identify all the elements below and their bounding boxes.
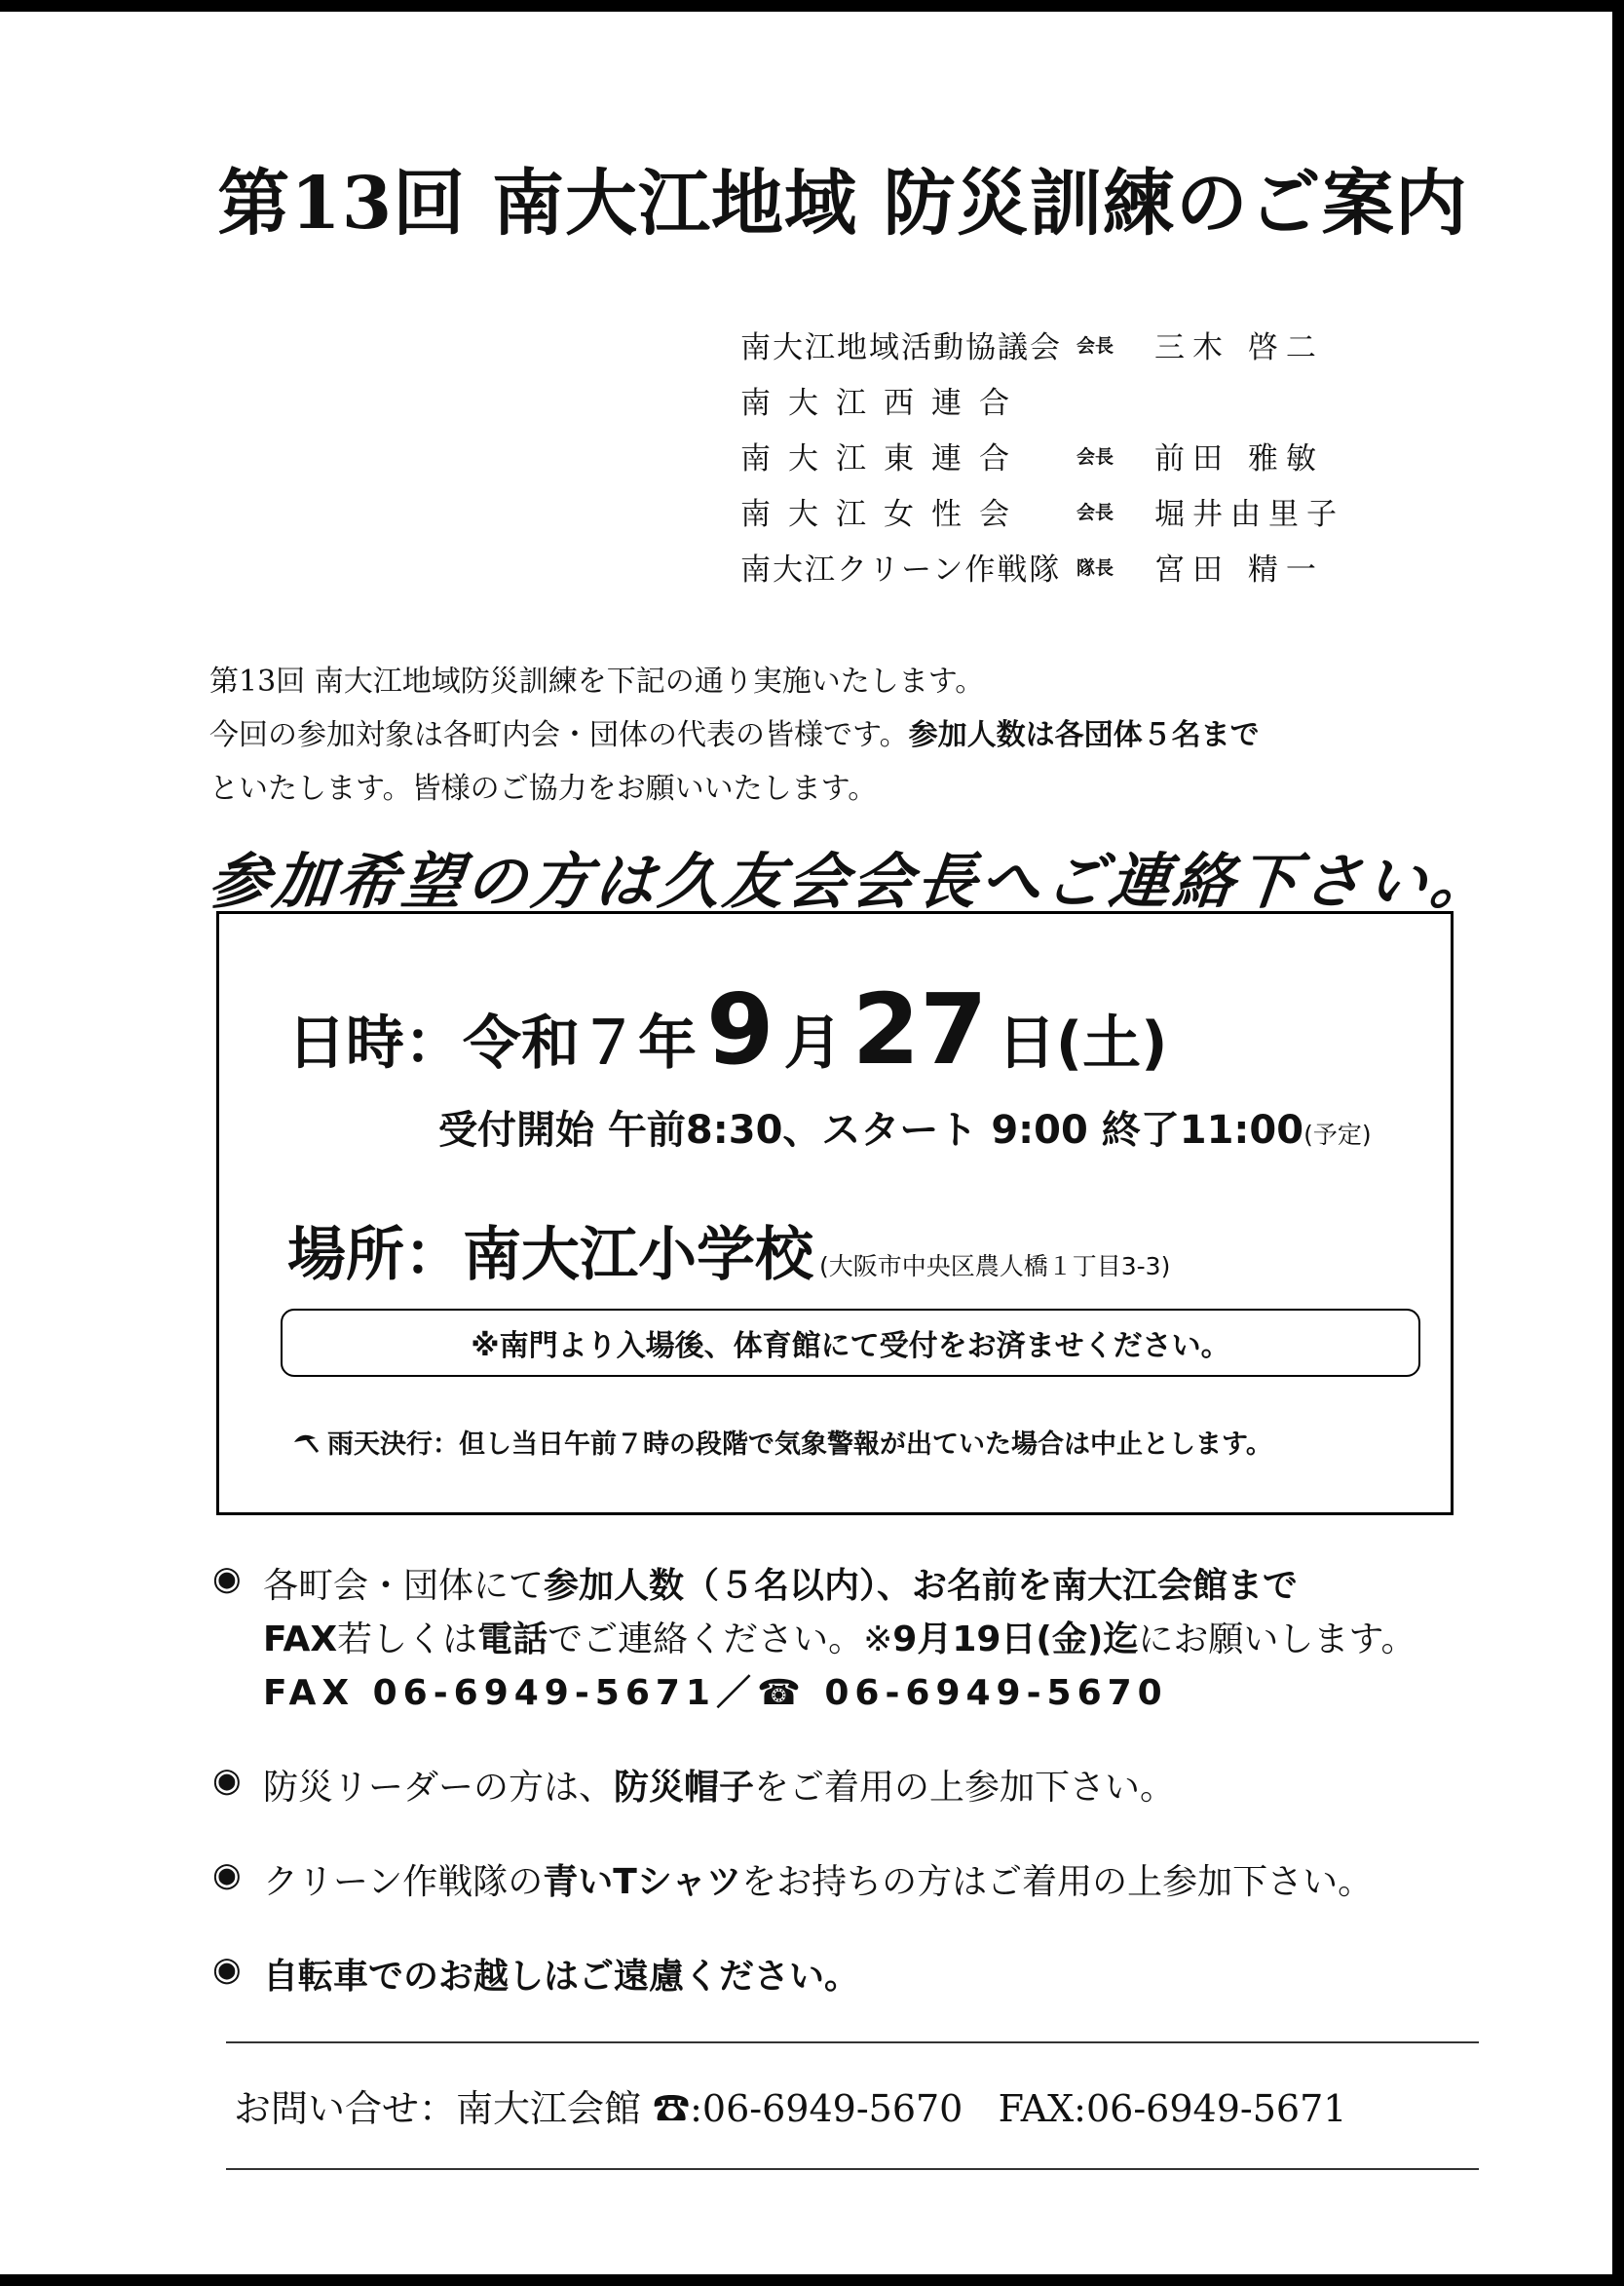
organizer-row [740, 428, 1344, 483]
bullet-text: 各町会・団体にて [263, 1566, 545, 1606]
page-title: 第13回 南大江地域 防災訓練のご案内 [217, 162, 1468, 246]
event-date [287, 972, 1168, 1086]
organizer-person: 堀井由里子 [1154, 497, 1344, 532]
event-details-box [216, 911, 1454, 1515]
bullet-list [212, 1559, 1518, 2044]
intro-text [209, 655, 1476, 816]
contact-footer [234, 2078, 1346, 2132]
bullet-emphasis: 青いTシャツ [543, 1862, 742, 1902]
intro-line: といたします。皆様のご協力をお願いいたします。 [209, 772, 878, 806]
date-day: 27 [851, 972, 988, 1086]
place-address: (大阪市中央区農人橋１丁目3-3) [819, 1252, 1171, 1280]
footer-label: お問い合せ：南大江会館 [234, 2087, 642, 2130]
footer-fax: FAX:06-6949-5671 [998, 2087, 1347, 2130]
footer-tel: ☎:06-6949-5670 [653, 2087, 963, 2130]
bullet-text: でご連絡ください。※ [548, 1619, 893, 1659]
organizer-row [740, 372, 1344, 428]
organizer-list [740, 317, 1344, 594]
organizer-name: 南大江西連合 [740, 386, 1027, 421]
place-label: 場所：南大江小学校 [287, 1221, 813, 1289]
umbrella-icon [292, 1430, 321, 1454]
organizer-row [740, 317, 1344, 372]
contact-numbers: FAX 06-6949-5671／☎ 06-6949-5670 [263, 1673, 1168, 1713]
bullet-emphasis: FAX [263, 1619, 338, 1659]
date-month-unit: 月 [783, 1010, 843, 1078]
time-note: (予定) [1303, 1121, 1372, 1149]
bullet-emphasis: 参加人数（５名以内）、お名前を南大江会館まで [544, 1566, 1299, 1606]
divider [226, 2041, 1479, 2043]
organizer-person: 三木 啓二 [1154, 330, 1324, 365]
organizer-role: 会長 [1076, 335, 1114, 357]
time-main: 受付開始 午前8:30、スタート 9:00 終了11:00 [438, 1108, 1304, 1153]
organizer-row [740, 483, 1344, 539]
bullet-text: をお持ちの方はご着用の上参加下さい。 [741, 1862, 1374, 1902]
bullet-icon: ◉ [212, 1855, 242, 1894]
organizer-person: 宮田 精一 [1154, 552, 1324, 588]
bullet-text: クリーン作戦隊の [263, 1862, 544, 1902]
date-month: 9 [706, 972, 774, 1086]
bullet-icon: ◉ [212, 1950, 242, 1989]
organizer-name: 南大江クリーン作戦隊 [740, 552, 1062, 588]
bullet-icon: ◉ [212, 1761, 242, 1800]
intro-line [209, 708, 1476, 762]
handwritten-note: 参加希望の方は久友会会長へご連絡下さい。 [205, 846, 1499, 917]
organizer-name: 南大江東連合 [740, 441, 1027, 476]
bullet-emphasis: 電話 [477, 1619, 548, 1659]
date-label: 日時：令和７年 [287, 1010, 697, 1078]
bullet-text: 若しくは [337, 1619, 478, 1659]
organizer-role: 会長 [1076, 446, 1114, 468]
intro-line: 第13回 南大江地域防災訓練を下記の通り実施いたします。 [209, 665, 985, 699]
bullet-text: をご着用の上参加下さい。 [754, 1768, 1176, 1808]
intro-text-part: 今回の参加対象は各町内会・団体の代表の皆様です。 [209, 718, 909, 752]
organizer-name: 南大江地域活動協議会 [740, 330, 1062, 365]
bullet-text: 防災リーダーの方は、 [263, 1768, 615, 1808]
list-item [212, 1559, 1518, 1720]
organizer-row [740, 539, 1344, 594]
organizer-person: 前田 雅敏 [1154, 441, 1324, 476]
list-item [212, 1761, 1518, 1814]
entrance-notice: ※南門より入場後、体育館にて受付をお済ませください。 [281, 1309, 1420, 1377]
intro-emphasis: 参加人数は各団体５名まで [908, 718, 1260, 752]
organizer-role: 会長 [1076, 502, 1114, 523]
bullet-emphasis: 9月19日(金)迄 [892, 1619, 1139, 1659]
bullet-text: にお願いします。 [1138, 1619, 1416, 1659]
bullet-emphasis: 防災帽子 [614, 1768, 755, 1808]
bullet-emphasis: 自転車でのお越しはご遠慮ください。 [263, 1957, 860, 1997]
list-item [212, 1950, 1518, 2003]
date-day-unit: 日(土) [997, 1010, 1168, 1078]
event-time [438, 1099, 1372, 1155]
event-place [287, 1208, 1170, 1292]
bullet-icon: ◉ [212, 1559, 242, 1598]
rain-policy [292, 1423, 1272, 1461]
list-item [212, 1855, 1518, 1909]
organizer-role: 隊長 [1076, 557, 1114, 579]
organizer-name: 南大江女性会 [740, 497, 1027, 532]
divider [226, 2168, 1479, 2170]
rain-text: 雨天決行：但し当日午前７時の段階で気象警報が出ていた場合は中止とします。 [327, 1429, 1272, 1460]
